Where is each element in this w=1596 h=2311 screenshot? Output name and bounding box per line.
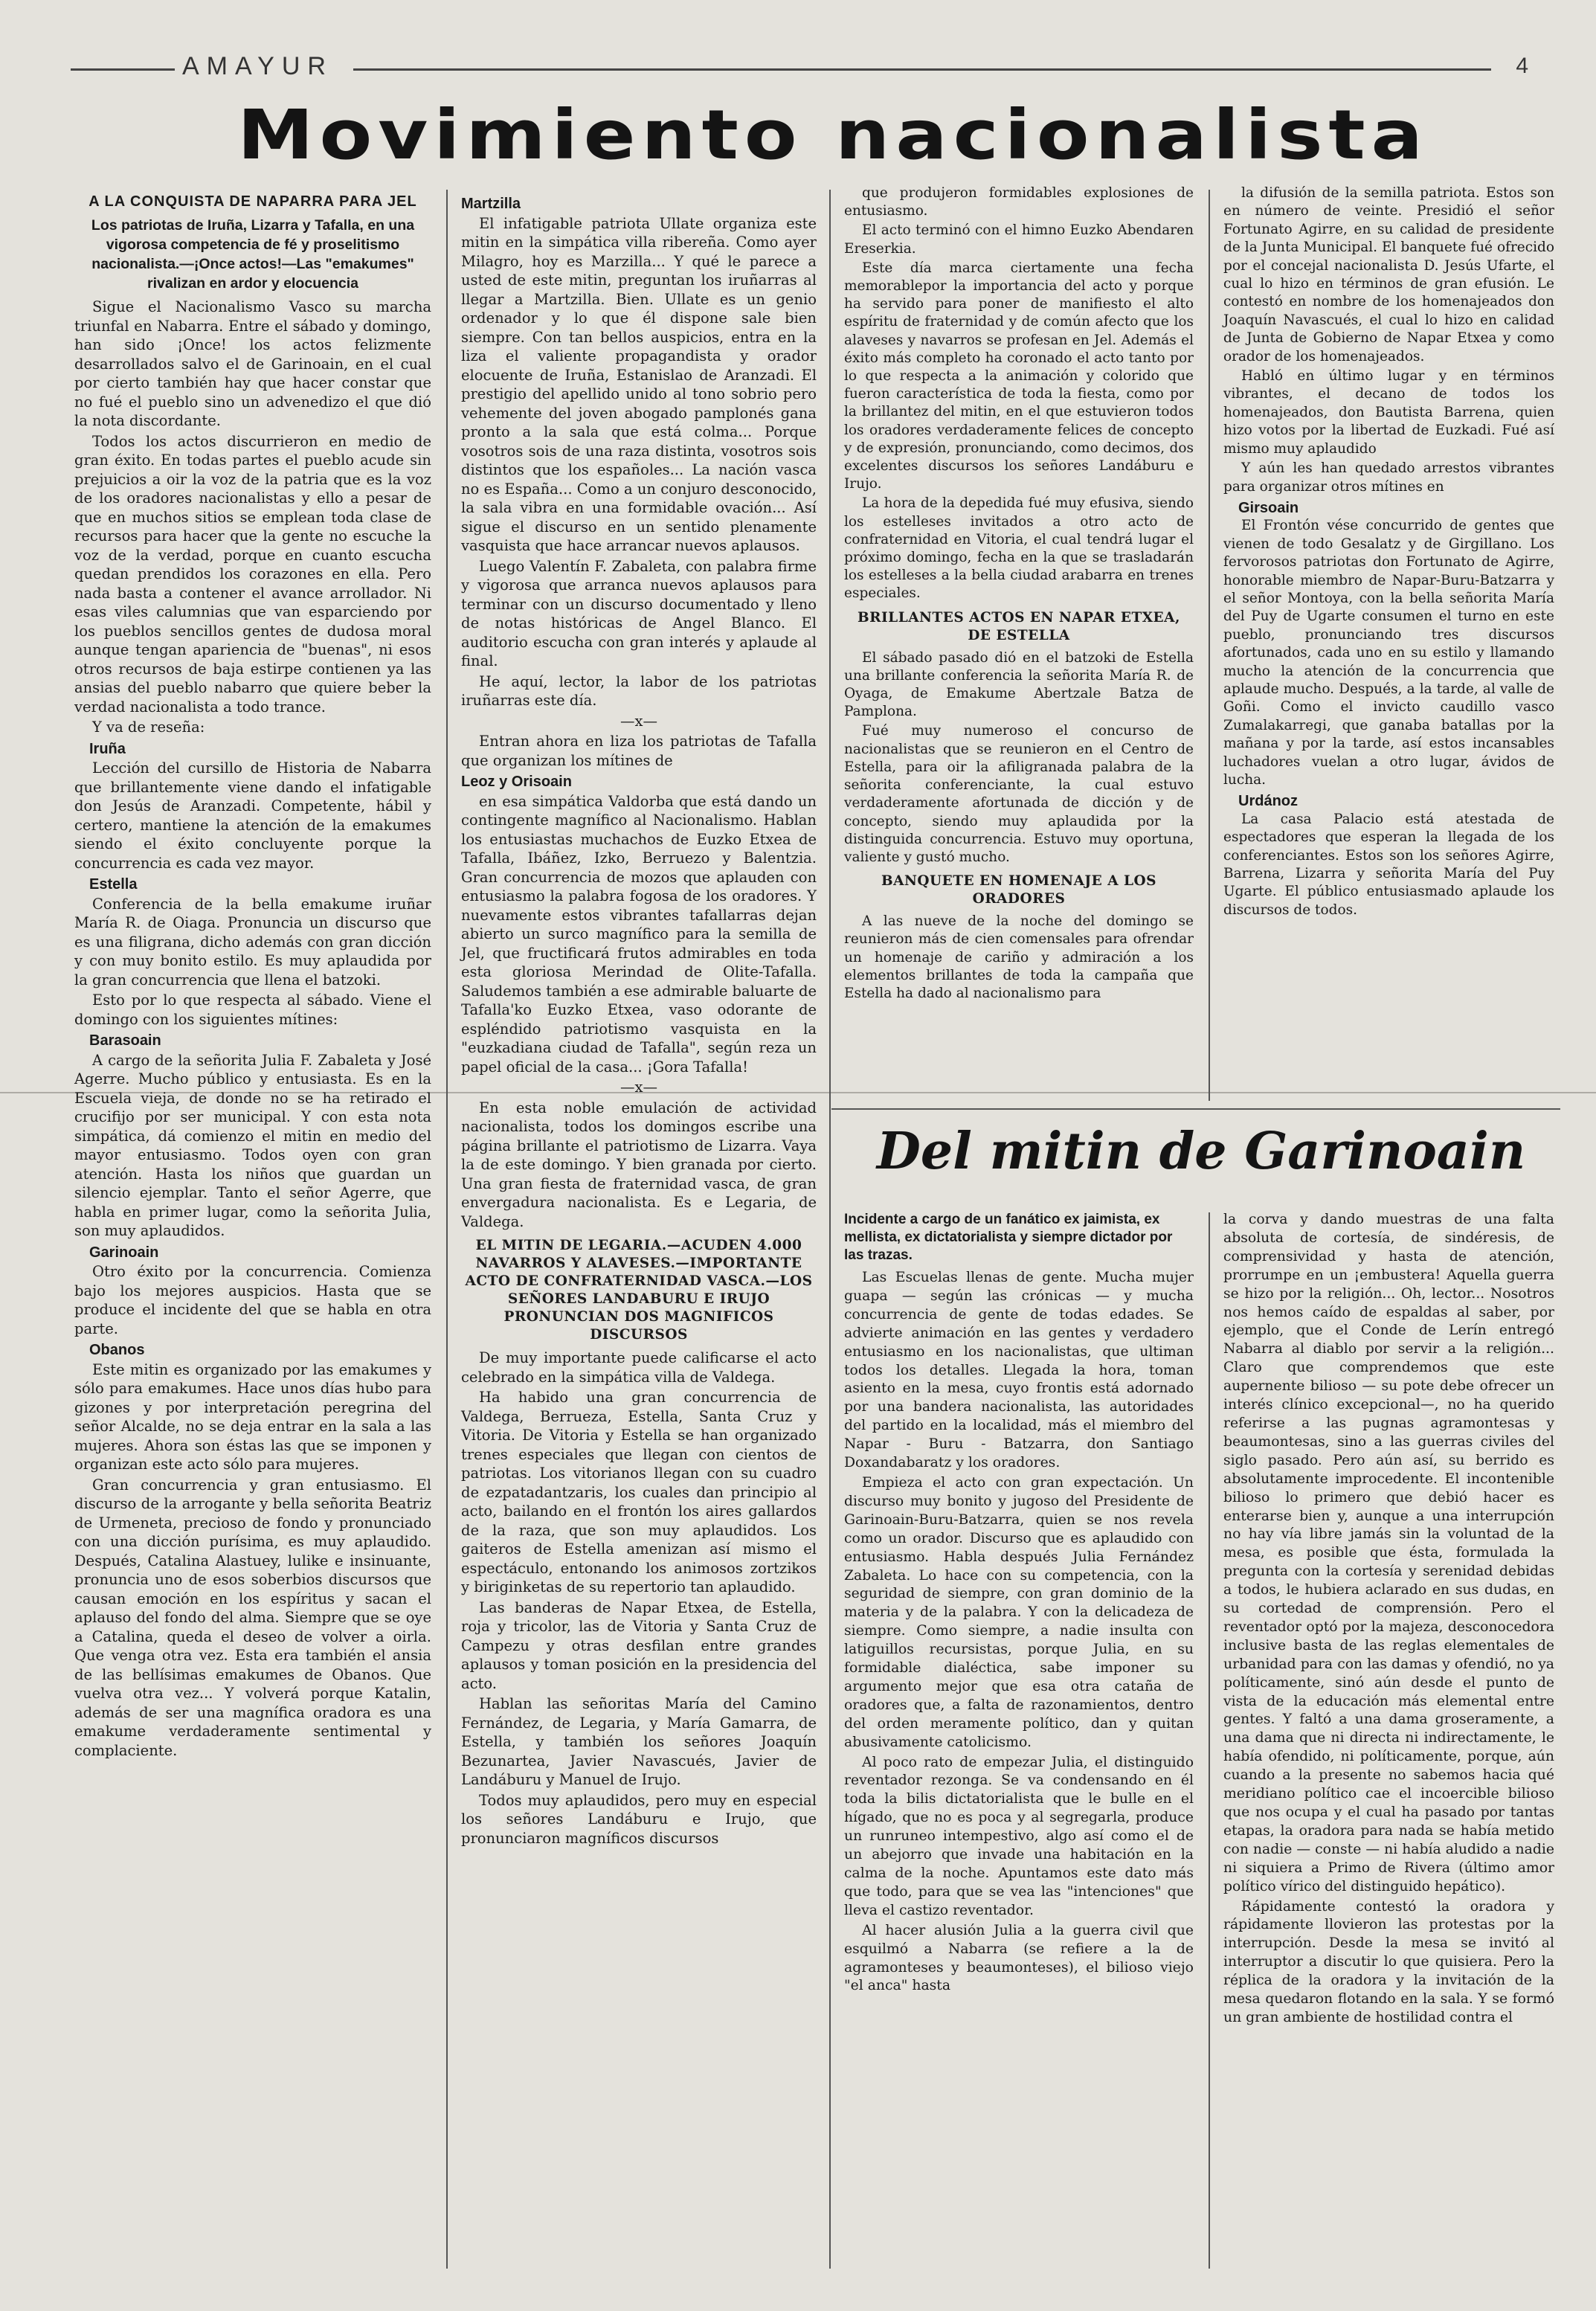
column-4 — [1223, 184, 1554, 921]
paragraph: Empieza el acto con gran expectación. Un discurso muy bonito y jugoso del Presidente de Garinoain-Buru-Batzarra, quien se nos revela como un orador. Discurso que es aplaudido con entusiasmo. Habla después Julia Fernández Zabaleta. Lo hace con su competencia, con la seguridad de siempre, con gran dominio de la materia y de la palabra. Y con la delicadeza de siempre. Como siempre, a nadie insulta con latiguillos recursistas, porque Julia, en su formidable dialéctica, sabe imponer su argumento mejor que esa otra cataña de oradores que, a falta de razonamientos, dentro del orden meramente político, dan y quitan abusivamente catolicismo. — [844, 1474, 1194, 1750]
mitin-column-right — [1223, 1211, 1554, 2029]
masthead — [71, 52, 1528, 82]
paragraph: Fué muy numeroso el concurso de nacionalistas que se reunieron en el Centro de Estella, para oir la afiligranada palabra de la señorita conferenciante, la cual estuvo verdaderamente afortunada de dicción y de concepto, siendo muy aplaudida por la distinguida concurrencia. Estuvo muy oportuna, valiente y gustó mucho. — [844, 723, 1194, 865]
column-rule — [1209, 1212, 1210, 2269]
subhead-martzilla: Martzilla — [461, 196, 521, 212]
column-rule — [446, 190, 448, 2269]
paragraph: La casa Palacio está atestada de espectadores que esperan la llegada de los conferenciantes. Estos son los señores Agirre, Barrena, Lizarra y señorita María del Puy Ugarte. El público entusiasmado aplaude los discursos de todos. — [1223, 811, 1554, 918]
column-3 — [844, 184, 1194, 1004]
paragraph: Entran ahora en liza los patriotas de Tafalla que organizan los mítines de — [461, 733, 817, 769]
paragraph: Sigue el Nacionalismo Vasco su marcha triunfal en Nabarra. Entre el sábado y domingo, han sido ¡Once! los actos felizmente desarrollados salvo el de Garinoain, en el cual por cierto también hay que hacer constar que no fué el pueblo sino un advenedizo el que dió la nota discordante. — [74, 298, 431, 429]
subhead-urdanoz: Urdánoz — [1238, 793, 1298, 810]
paragraph: Rápidamente contestó la oradora y rápidamente llovieron las protestas por la interrupción. Desde la mesa se invitó al interruptor a discutir lo que quisiera. Pero la réplica de la oradora y la invitación de la mesa quedaron flotando en la sala. Y se formó un gran ambiente de hostilidad contra el — [1223, 1898, 1554, 2025]
paragraph: Al poco rato de empezar Julia, el distinguido reventador rezonga. Se va condensando en él toda la bilis dictatorialista que le bulle en el hígado, que no es poca y al segregarla, produce un runruneo intempestivo, algo así como el de un abejorro que invade una habitación en la calma de la noche. Apuntamos este dato más que todo, para que se vea las "intenciones" que lleva el castizo reventador. — [844, 1754, 1194, 1918]
page-title: Movimiento nacionalista — [237, 95, 1429, 175]
paragraph: He aquí, lector, la labor de los patriotas iruñarras este día. — [461, 672, 817, 709]
paragraph: que produjeron formidables explosiones de entusiasmo. — [844, 185, 1194, 219]
paragraph: Esto por lo que respecta al sábado. Viene el domingo con los siguientes mítines: — [74, 991, 431, 1028]
paragraph: El sábado pasado dió en el batzoki de Estella una brillante conferencia la señorita María R. de Oyaga, de Emakume Abertzale Batza de Pamplona. — [844, 649, 1194, 720]
masthead-rule-left — [71, 68, 175, 71]
paragraph: Todos los actos discurrieron en medio de gran éxito. En todas partes el pueblo acude sin prejuicios a oir la voz de la patria que es la voz de los oradores nacionalistas y ello a pesar de que en muchos sitios se emplean toda clase de recursos para hacer que la gente no escuche la voz de la verdad, porque en cuanto escucha quedan prendidos los corazones en ella. Pero nada basta a contener el avance arrollador. Ni esas viles calumnias que van esparciendo por los pueblos sencillos gentes de dudosa moral aunque tengan apariencia de "buenas", ni esos otros recursos de baja estirpe contienen ya las ansias del pueblo nabarro que quiere beber la verdad nacionalista a todo trance. — [74, 432, 431, 716]
paragraph: Al hacer alusión Julia a la guerra civil que esquilmó a Nabarra (se refiere a la de agramonteses y beaumonteses), el bilioso viejo "el anca" hasta — [844, 1922, 1194, 1994]
separator: —x— — [620, 712, 657, 730]
paragraph: Hablan las señoritas María del Camino Fernández, de Legaria, y María Gamarra, de Estella, y también los señores Joaquín Bezunartea, Javier Navascués, Javier de Landáburu y Manuel de Irujo. — [461, 1695, 817, 1788]
subhead-garinoain: Garinoain — [89, 1244, 159, 1261]
subhead-iruna: Iruña — [89, 740, 126, 757]
column-2 — [461, 192, 817, 1849]
section-rule — [831, 1108, 1560, 1110]
mitin-title: Del mitin de Garinoain — [876, 1122, 1526, 1181]
masthead-brand: AMAYUR — [182, 52, 333, 80]
paragraph: Y va de reseña: — [92, 719, 205, 736]
subhead-barasoain: Barasoain — [89, 1032, 161, 1049]
paragraph: La hora de la depedida fué muy efusiva, siendo los estelleses invitados a otro acto de confraternidad en Vitoria, el cual tendrá lugar el próximo domingo, fecha en la que se trasladarán los estelleses a la bella ciudad arabarra en trenes especiales. — [844, 495, 1194, 602]
paragraph: Otro éxito por la concurrencia. Comienza bajo los mejores auspicios. Hasta que se produce el incidente del que se habla en otra parte. — [74, 1263, 431, 1337]
paragraph: Las banderas de Napar Etxea, de Estella, roja y tricolor, las de Vitoria y Santa Cruz de Campezu y otras desfilan entre grandes aplausos y toman posición en la presidencia del acto. — [461, 1598, 817, 1692]
column-rule — [829, 190, 831, 2269]
masthead-rule-right — [353, 68, 1491, 71]
subhead-leoz: Leoz y Orisoain — [461, 774, 572, 790]
legaria-headline: EL MITIN DE LEGARIA.—ACUDEN 4.000 NAVARROS Y ALAVESES.—IMPORTANTE ACTO DE CONFRATERNIDAD VASCA.—LOS SEÑORES LANDABURU E IRUJO PRONUNCIAN DOS MAGNIFICOS DISCURSOS — [465, 1238, 813, 1343]
paragraph: Todos muy aplaudidos, pero muy en especial los señores Landáburu e Irujo, que pronunciaron magníficos discursos — [461, 1791, 817, 1847]
separator: —x— — [620, 1079, 657, 1096]
paragraph: A cargo de la señorita Julia F. Zabaleta y José Agerre. Mucho público y entusiasta. Es en la Escuela vieja, de donde no se ha retirado el crucifijo por ser municipal. Y con esta nota simpática, dá comienzo el mitin en medio del mayor entusiasmo. Todos oyen con gran atención. Hasta los niños que guardan un silencio ejemplar. Tanto el señor Agerre, que habla en primer lugar, como la señorita Julia, son muy aplaudidos. — [74, 1051, 431, 1239]
mitin-column-left — [844, 1211, 1194, 1997]
banquete-headline: BANQUETE EN HOMENAJE A LOS ORADORES — [881, 873, 1157, 907]
paragraph: Gran concurrencia y gran entusiasmo. El discurso de la arrogante y bella señorita Beatriz de Urmeneta, precioso de fondo y pronunciado con una dicción purísima, es muy aplaudido. Después, Catalina Alastuey, lulike e insinuante, pronuncia uno de esos soberbios discursos que causan emoción en los espíritus y sacan el aplauso del fondo del alma. Siempre que se oye a Catalina, queda el deseo de volver a oirla. Que venga otra vez. Esta era también el ansia de las bellísimas emakumes de Obanos. Que vuelva otra vez... Y volverá porque Katalin, además de ser una magnífica oradora es una emakume verdaderamente sentimental y complaciente. — [74, 1476, 431, 1759]
paragraph: El Frontón vése concurrido de gentes que vienen de todo Gesalatz y de Girgillano. Los fervorosos patriotas don Fortunato de Agirre, honorable miembro de Napar-Buru-Batzarra y el señor Montoya, con la bella señorita María del Puy de Ugarte consumen el turno en este pueblo, pronunciando tres discursos afortunados, cada uno en su estilo y llamando mucho la atención de la concurrencia que aplaude mucho. Después, a la tarde, al valle de Goñi. Como el invicto caudillo vasco Zumalakarregi, que ganaba batallas por la mañana y por la tarde, así estos incansables luchadores vuelan a otro lugar, ávidos de lucha. — [1223, 518, 1554, 788]
paragraph: en esa simpática Valdorba que está dando un contingente magnífico al Nacionalismo. Hablan los entusiastas muchachos de Euzko Etxea de Tafalla, Ibáñez, Izko, Berruezo y Balentzia. Gran concurrencia de mozos que aplauden con entusiasmo la palabra fogosa de los oradores. Y nuevamente estos vibrantes tafallarras dejan abierto un surco magnífico para la semilla de Jel, que fructificará frutos admirables en toda esta gloriosa Merindad de Olite-Tafalla. Saludemos también a ese admirable baluarte de Tafalla'ko Euzko Etxea, vaso odorante de espléndido patriotismo vasquista en la "euzkadiana ciudad de Tafalla", según reza un papel oficial de la casa... ¡Gora Tafalla! — [461, 792, 817, 1076]
paragraph: En esta noble emulación de actividad nacionalista, todos los domingos escribe una página brillante el patriotismo de Lizarra. Vaya la de este domingo. Y bien granada por cierto. Una gran fiesta de fraternidad vasca, de gran envergadura nacionalista. Es e Legaria, de Valdega. — [461, 1099, 817, 1230]
paragraph: Conferencia de la bella emakume iruñar María R. de Oiaga. Pronuncia un discurso que es una filigrana, dicho además con gran dicción y con muy bonito estilo. Es muy aplaudida por la gran concurrencia que llena el batzoki. — [74, 895, 431, 989]
article-lead: Los patriotas de Iruña, Lizarra y Tafalla, en una vigorosa competencia de fé y proselitismo nacionalista.—¡Once actos!—Las "emakumes" rivalizan en ardor y elocuencia — [91, 217, 415, 292]
paragraph: la difusión de la semilla patriota. Estos son en número de veinte. Presidió el señor Fortunato Agirre, en su calidad de presidente de la Junta Municipal. El banquete fué ofrecido por el concejal nacionalista D. Jesús Ufarte, el cual lo hizo en términos de gran efusión. Le contestó en nombre de los homenajeados don Joaquín Navascués, el cual lo hizo en calidad de Junta de Gobierno de Napar Etxea y como orador de los homenajeados. — [1223, 185, 1554, 364]
paragraph: Las Escuelas llenas de gente. Mucha mujer guapa — según las crónicas — y mucha concurrencia de gente de todas edades. Se advierte animación en las gentes y verdadero entusiasmo en los nacionalistas, que ultiman todos los detalles. Llegada la hora, toman asiento en la mesa, cuyo frontis está adornado por una bandera nacionalista, las autoridades del partido en la localidad, más el miembro del Napar - Buru - Batzarra, don Santiago Doxandabaratz y los oradores. — [844, 1270, 1194, 1471]
article-headline: A LA CONQUISTA DE NAPARRA PARA JEL — [89, 193, 417, 210]
paragraph: El acto terminó con el himno Euzko Abendaren Ereserkia. — [844, 222, 1194, 257]
paragraph: El infatigable patriota Ullate organiza este mitin en la simpática villa ribereña. Como ayer Milagro, hoy es Marzilla... Y qué le parece a usted de este mitin, preguntan los iruñarras al llegar a Martzilla. Bien. Ullate es un genio ordenador y lo que él dispone sale bien siempre. Con tan bellos auspicios, entra en la liza el valiente propagandista y orador elocuente de Iruña, Estanislao de Aranzadi. El prestigio del apellido unido al tono sobrio pero vehemente del joven abogado pamplonés gana pronto a la sala que está colma... Porque vosotros sois de una raza distinta, vosotros sois distintos que los españoles... La nación vasca no es España... Como a un conjuro desconocido, la sala vibra en una formidable ovación... Así sigue el discurso en un sentido plenamente vasquista que hace arrancar nuevos aplausos. — [461, 214, 817, 554]
paragraph: Este día marca ciertamente una fecha memorablepor la importancia del acto y porque ha servido para poner de manifiesto el alto espíritu de fraternidad y de común afecto que los alaveses y navarros se profesan en Jel. Además el éxito más completo ha coronado el acto tanto por lo que respecta a la animación y colorido que fueron característica de toda la fiesta, como por la brillantez del mitin, en el que estuvieron todos los oradores verdaderamente felices de concepto y de expresión, pronunciando, como decimos, dos excelentes discursos los señores Landáburu e Irujo. — [844, 260, 1194, 492]
paragraph: A las nueve de la noche del domingo se reunieron más de cien comensales para ofrendar un homenaje de cariño y admiración a los elementos brillantes de toda la campaña que Estella ha dado al nacionalismo para — [844, 913, 1194, 1001]
paragraph: la corva y dando muestras de una falta absoluta de cortesía, de sindéresis, de comprensividad y hasta de atención, prorrumpe en un ¡embustera! Aquella guerra se hizo por la religión... Oh, lector... Nosotros nos hemos caído de espaldas al saber, por ejemplo, que el Conde de Lerín entregó Nabarra al diablo por servir a la religión... Claro que comprendemos que este aupernente bilioso — su pote debe ofrecer un interés clínico excepcional—, no ha querido referirse a las pugnas agramontesas y beaumontesas, sino a las guerras civiles del siglo pasado. Pero aún así, su berrido es absolutamente improcedente. El incontenible bilioso lo primero que debió hacer es enterarse bien y, aunque a una interrupción no hay vía libre jamás sin la voluntad de la mesa, es posible que ésta, formulada la pregunta con la cortesía y serenidad debidas a todos, le hubiera aclarado en sus dudas, en su cortedad de comprensión. Pero el reventador optó por la majeza, desconocedora inclusive basta de las reglas elementales de urbanidad para con las damas y ofendió, no ya políticamente, sinó aún desde el punto de vista de la educación más elemental entre gentes. Y faltó a una dama groseramente, a una dama que ni directa ni indirectamente, le había ofendido, ni políticamente, porque, aún cuando a la presente no sabemos hacia qué meridiano político cae el incoercible bilioso que nos ocupa y el cual ha pasado por tantas etapas, la oradora para nada se había metido con nadie — conste — ni había aludido a nadie ni siquiera a Primo de Rivera (último amor político vírico del distinguido hepático). — [1223, 1212, 1554, 1894]
paragraph: Habló en último lugar y en términos vibrantes, el decano de todos los homenajeados, don Bautista Barrena, quien hizo votos por la libertad de Euzkadi. Fué así mismo muy aplaudido — [1223, 368, 1554, 457]
paragraph: Ha habido una gran concurrencia de Valdega, Berrueza, Estella, Santa Cruz y Vitoria. De Vitoria y Estella se han organizado trenes especiales que llegan con cientos de patriotas. Los vitorianos llegan con su cuadro de ezpatadantzaris, los cuales dan principio al acto, bailando en el frontón los aires gallardos de la raza, que son muy aplaudidos. Los gaiteros de Estella amenizan así mismo el espectáculo, entonando los animosos zortzikos y biriginketas de su repertorio tan aplaudido. — [461, 1389, 817, 1595]
page-number: 4 — [1516, 54, 1528, 78]
subhead-obanos: Obanos — [89, 1342, 145, 1358]
subhead-girsoain: Girsoain — [1238, 499, 1299, 516]
column-rule — [1209, 190, 1210, 1101]
subhead-estella: Estella — [89, 876, 138, 893]
estella-headline: BRILLANTES ACTOS EN NAPAR ETXEA, DE ESTELLA — [857, 609, 1180, 643]
paragraph: Luego Valentín F. Zabaleta, con palabra firme y vigorosa que arranca nuevos aplausos para terminar con un discurso documentado y lleno de notas históricas de Angel Blanco. El auditorio escucha con gran interés y aplaude al final. — [461, 557, 817, 669]
column-1 — [74, 192, 431, 1761]
paragraph: Y aún les han quedado arrestos vibrantes para organizar otros mítines en — [1223, 460, 1554, 495]
paragraph: De muy importante puede calificarse el acto celebrado en la simpática villa de Valdega. — [461, 1349, 817, 1386]
mitin-lead: Incidente a cargo de un fanático ex jaimista, ex mellista, ex dictatorialista y siempre dictador por las trazas. — [844, 1212, 1173, 1263]
paragraph: Lección del cursillo de Historia de Nabarra que brillantemente viene dando el infatigable don Jesús de Aranzadi. Competente, hábil y certero, mantiene la atención de la emakumes siendo el éxito concluyente porque la concurrencia es cada vez mayor. — [74, 759, 431, 872]
paragraph: Este mitin es organizado por las emakumes y sólo para emakumes. Hace unos días hubo para gizones y por interpretación peregrina del señor Alcalde, no se deja entrar en la sala a las mujeres. Ahora son éstas las que se imponen y organizan este acto sólo para mujeres. — [74, 1360, 431, 1473]
